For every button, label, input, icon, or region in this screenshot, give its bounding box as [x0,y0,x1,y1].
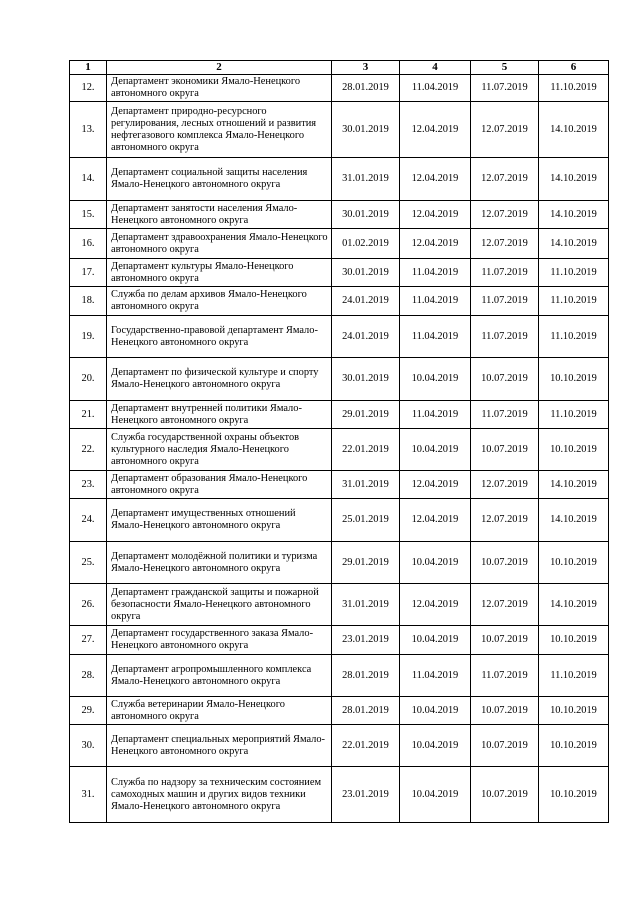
date-q2: 12.04.2019 [400,201,471,229]
date-q1: 28.01.2019 [332,655,400,697]
column-header-3: 3 [332,61,400,75]
column-header-5: 5 [471,61,539,75]
date-q2: 10.04.2019 [400,697,471,725]
date-q4: 10.10.2019 [539,697,609,725]
date-q2: 12.04.2019 [400,584,471,626]
table-row [70,542,609,584]
date-q1: 31.01.2019 [332,471,400,499]
department-name: Департамент экономики Ямало-Ненецкого автономного округа [107,75,332,102]
date-q4: 10.10.2019 [539,767,609,823]
table-row [70,725,609,767]
date-q1: 24.01.2019 [332,316,400,358]
department-name: Департамент имущественных отношений Ямало-Ненецкого автономного округа [107,499,332,542]
date-q3: 11.07.2019 [471,75,539,102]
date-q1: 29.01.2019 [332,542,400,584]
date-q4: 11.10.2019 [539,655,609,697]
date-q3: 10.07.2019 [471,697,539,725]
date-q4: 14.10.2019 [539,499,609,542]
row-number: 14. [70,158,107,201]
date-q4: 14.10.2019 [539,102,609,158]
table-row [70,201,609,229]
date-q3: 10.07.2019 [471,542,539,584]
date-q3: 10.07.2019 [471,358,539,401]
date-q4: 10.10.2019 [539,429,609,471]
department-name: Департамент молодёжной политики и туризма Ямало-Ненецкого автономного округа [107,542,332,584]
row-number: 28. [70,655,107,697]
row-number: 12. [70,75,107,102]
department-name: Департамент здравоохранения Ямало-Ненецкого автономного округа [107,229,332,259]
date-q4: 11.10.2019 [539,287,609,316]
date-q3: 10.07.2019 [471,429,539,471]
date-q2: 11.04.2019 [400,259,471,287]
header-row [70,61,609,75]
date-q3: 12.07.2019 [471,158,539,201]
date-q4: 11.10.2019 [539,75,609,102]
date-q3: 12.07.2019 [471,201,539,229]
row-number: 24. [70,499,107,542]
date-q1: 28.01.2019 [332,697,400,725]
row-number: 18. [70,287,107,316]
table-row [70,584,609,626]
date-q1: 22.01.2019 [332,725,400,767]
date-q1: 25.01.2019 [332,499,400,542]
date-q4: 14.10.2019 [539,158,609,201]
column-header-6: 6 [539,61,609,75]
date-q3: 11.07.2019 [471,316,539,358]
date-q2: 12.04.2019 [400,471,471,499]
date-q2: 12.04.2019 [400,499,471,542]
date-q2: 10.04.2019 [400,542,471,584]
table-row [70,102,609,158]
table-row [70,626,609,655]
date-q2: 12.04.2019 [400,158,471,201]
column-header-2: 2 [107,61,332,75]
date-q3: 11.07.2019 [471,655,539,697]
date-q4: 14.10.2019 [539,471,609,499]
date-q4: 14.10.2019 [539,584,609,626]
table-row [70,697,609,725]
date-q2: 11.04.2019 [400,287,471,316]
department-name: Департамент социальной защиты населения Ямало-Ненецкого автономного округа [107,158,332,201]
department-name: Служба по надзору за техническим состоянием самоходных машин и других видов техники Ямало-Ненецкого автономного округа [107,767,332,823]
date-q2: 10.04.2019 [400,767,471,823]
date-q1: 31.01.2019 [332,158,400,201]
date-q1: 24.01.2019 [332,287,400,316]
department-name: Департамент по физической культуре и спорту Ямало-Ненецкого автономного округа [107,358,332,401]
table-row [70,471,609,499]
row-number: 23. [70,471,107,499]
row-number: 19. [70,316,107,358]
date-q2: 10.04.2019 [400,429,471,471]
date-q4: 11.10.2019 [539,316,609,358]
department-name: Департамент природно-ресурсного регулирования, лесных отношений и развития нефтегазового комплекса Ямало-Ненецкого автономного округа [107,102,332,158]
date-q4: 11.10.2019 [539,401,609,429]
date-q3: 12.07.2019 [471,229,539,259]
table-row [70,316,609,358]
department-name: Служба по делам архивов Ямало-Ненецкого автономного округа [107,287,332,316]
date-q3: 11.07.2019 [471,401,539,429]
table-row [70,401,609,429]
date-q4: 10.10.2019 [539,358,609,401]
department-name: Департамент культуры Ямало-Ненецкого автономного округа [107,259,332,287]
department-name: Департамент агропромышленного комплекса Ямало-Ненецкого автономного округа [107,655,332,697]
date-q1: 30.01.2019 [332,259,400,287]
table-row [70,158,609,201]
table-row [70,767,609,823]
table-row [70,229,609,259]
table-row [70,287,609,316]
row-number: 26. [70,584,107,626]
row-number: 30. [70,725,107,767]
date-q2: 10.04.2019 [400,725,471,767]
date-q2: 11.04.2019 [400,316,471,358]
date-q2: 12.04.2019 [400,229,471,259]
date-q2: 11.04.2019 [400,75,471,102]
column-header-4: 4 [400,61,471,75]
date-q1: 23.01.2019 [332,767,400,823]
department-name: Служба ветеринарии Ямало-Ненецкого автономного округа [107,697,332,725]
date-q1: 22.01.2019 [332,429,400,471]
date-q1: 28.01.2019 [332,75,400,102]
row-number: 25. [70,542,107,584]
row-number: 27. [70,626,107,655]
row-number: 29. [70,697,107,725]
date-q3: 12.07.2019 [471,584,539,626]
row-number: 20. [70,358,107,401]
row-number: 13. [70,102,107,158]
date-q2: 11.04.2019 [400,401,471,429]
date-q1: 31.01.2019 [332,584,400,626]
row-number: 15. [70,201,107,229]
row-number: 22. [70,429,107,471]
row-number: 21. [70,401,107,429]
department-name: Департамент специальных мероприятий Ямало-Ненецкого автономного округа [107,725,332,767]
row-number: 16. [70,229,107,259]
date-q1: 30.01.2019 [332,201,400,229]
table-row [70,499,609,542]
date-q2: 11.04.2019 [400,655,471,697]
date-q2: 10.04.2019 [400,626,471,655]
department-name: Департамент государственного заказа Ямало-Ненецкого автономного округа [107,626,332,655]
date-q4: 10.10.2019 [539,542,609,584]
date-q3: 11.07.2019 [471,287,539,316]
row-number: 31. [70,767,107,823]
row-number: 17. [70,259,107,287]
department-name: Служба государственной охраны объектов культурного наследия Ямало-Ненецкого автономного округа [107,429,332,471]
date-q4: 11.10.2019 [539,259,609,287]
department-name: Департамент гражданской защиты и пожарной безопасности Ямало-Ненецкого автономного округа [107,584,332,626]
column-header-1: 1 [70,61,107,75]
date-q2: 12.04.2019 [400,102,471,158]
date-q3: 10.07.2019 [471,626,539,655]
date-q3: 12.07.2019 [471,471,539,499]
date-q1: 01.02.2019 [332,229,400,259]
date-q4: 14.10.2019 [539,229,609,259]
table-row [70,655,609,697]
table-row [70,429,609,471]
date-q2: 10.04.2019 [400,358,471,401]
date-q1: 30.01.2019 [332,358,400,401]
table-row [70,358,609,401]
department-name: Департамент образования Ямало-Ненецкого автономного округа [107,471,332,499]
date-q4: 10.10.2019 [539,725,609,767]
table-row [70,75,609,102]
date-q3: 12.07.2019 [471,499,539,542]
date-q1: 29.01.2019 [332,401,400,429]
date-q3: 12.07.2019 [471,102,539,158]
date-q4: 10.10.2019 [539,626,609,655]
date-q1: 30.01.2019 [332,102,400,158]
department-name: Департамент внутренней политики Ямало-Ненецкого автономного округа [107,401,332,429]
schedule-table [69,60,609,823]
date-q3: 10.07.2019 [471,767,539,823]
table-row [70,259,609,287]
date-q3: 10.07.2019 [471,725,539,767]
department-name: Государственно-правовой департамент Ямало-Ненецкого автономного округа [107,316,332,358]
date-q3: 11.07.2019 [471,259,539,287]
date-q1: 23.01.2019 [332,626,400,655]
date-q4: 14.10.2019 [539,201,609,229]
department-name: Департамент занятости населения Ямало-Ненецкого автономного округа [107,201,332,229]
